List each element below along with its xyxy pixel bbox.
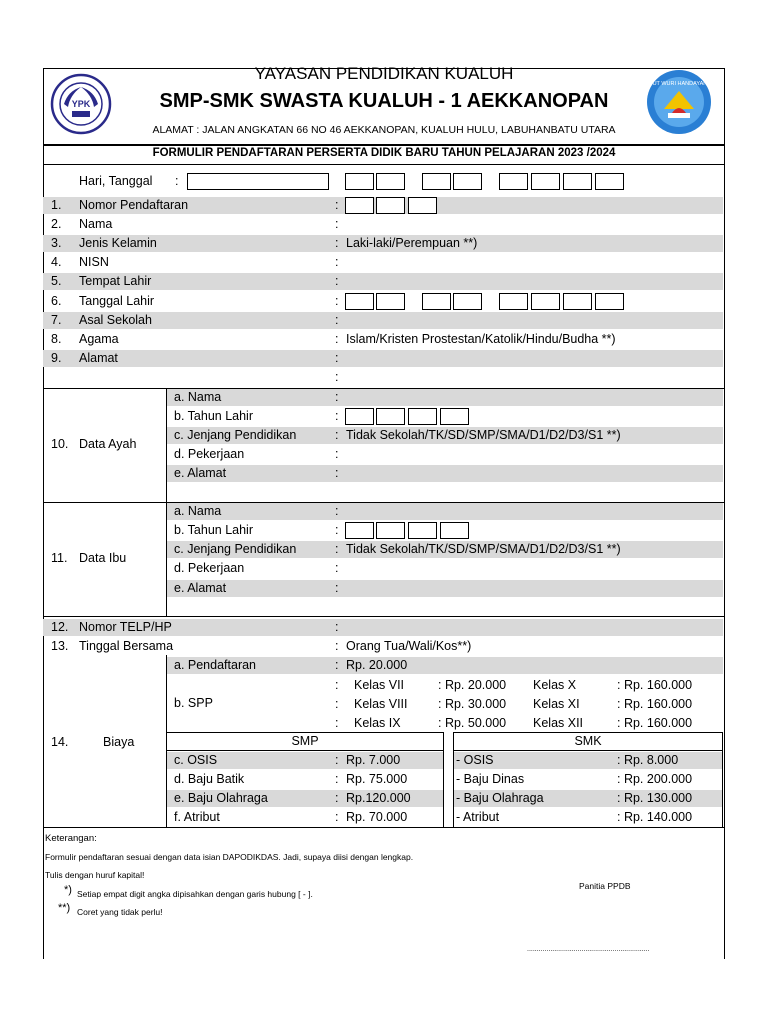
spp-smk-fee: : Rp. 160.000 <box>617 697 693 711</box>
spp-smk-class: Kelas XI <box>533 697 580 711</box>
field-label: Nomor Pendaftaran <box>79 198 189 212</box>
field-label: NISN <box>79 255 109 269</box>
mother-item-colon[interactable]: : <box>335 542 339 556</box>
registration-number-box[interactable] <box>376 197 405 214</box>
field-number: 5. <box>51 274 62 288</box>
smp-fee-label: f. Atribut <box>174 810 220 824</box>
date-digit-box[interactable] <box>595 173 624 190</box>
smp-fee-label: c. OSIS <box>174 753 218 767</box>
spp-smk-class: Kelas XII <box>533 716 584 730</box>
mother-row-bg <box>167 580 723 597</box>
school-name: SMP-SMK SWASTA KUALUH - 1 AEKKANOPAN <box>159 90 609 112</box>
note-star-1-mark: *) <box>64 884 72 896</box>
mother-item-label: a. Nama <box>174 504 222 518</box>
field-number: 9. <box>51 351 62 365</box>
mother-birth-year-box[interactable] <box>376 522 405 539</box>
field-colon[interactable]: : <box>335 217 339 231</box>
field-colon[interactable]: : <box>335 255 339 269</box>
smp-fee-value: Rp. 70.000 <box>346 810 408 824</box>
date-digit-box[interactable] <box>453 173 482 190</box>
field-colon[interactable]: : <box>335 294 339 308</box>
mother-item-colon[interactable]: : <box>335 504 339 518</box>
father-birth-year-box[interactable] <box>376 408 405 425</box>
mother-birth-year-box[interactable] <box>408 522 437 539</box>
mother-item-colon[interactable]: : <box>335 561 339 575</box>
smp-fee-colon: : <box>335 810 339 824</box>
date-digit-box[interactable] <box>345 173 374 190</box>
date-digit-box[interactable] <box>531 173 560 190</box>
father-item-colon[interactable]: : <box>335 447 339 461</box>
phone-number: 12. <box>51 620 69 634</box>
date-digit-box[interactable] <box>499 173 528 190</box>
spp-smp-fee: : Rp. 50.000 <box>438 716 507 730</box>
mother-item-colon[interactable]: : <box>335 581 339 595</box>
field-number: 7. <box>51 313 62 327</box>
father-item-label: d. Pekerjaan <box>174 447 245 461</box>
father-item-colon[interactable]: : <box>335 409 339 423</box>
spp-label: b. SPP <box>174 696 213 710</box>
registration-value: Rp. 20.000 <box>346 658 408 672</box>
field-number: 2. <box>51 217 62 231</box>
field-label: Tempat Lahir <box>79 274 152 288</box>
smk-fee-label: - Atribut <box>456 810 500 824</box>
father-item-colon[interactable]: : <box>335 428 339 442</box>
field-number: 6. <box>51 294 62 308</box>
smk-title-divider <box>453 750 723 751</box>
school-address: ALAMAT : JALAN ANGKATAN 66 NO 46 AEKKANOPAN, KUALUH HULU, LABUHANBATU UTARA <box>152 124 616 136</box>
registration-number-box[interactable] <box>408 197 437 214</box>
notes-line-2: Tulis dengan huruf kapital! <box>45 870 145 880</box>
father-item-label: b. Tahun Lahir <box>174 409 253 423</box>
field-number: 8. <box>51 332 62 346</box>
smk-fee-value: : Rp. 130.000 <box>617 791 693 805</box>
smk-fee-value: : Rp. 8.000 <box>617 753 679 767</box>
registration-number-box[interactable] <box>345 197 374 214</box>
live-with-value: Orang Tua/Wali/Kos**) <box>346 639 472 653</box>
father-title: Data Ayah <box>79 437 137 451</box>
birth-date-box[interactable] <box>499 293 528 310</box>
birth-date-box[interactable] <box>453 293 482 310</box>
cost-label: Biaya <box>103 735 135 749</box>
spp-smp-class: Kelas IX <box>354 716 401 730</box>
birth-date-box[interactable] <box>376 293 405 310</box>
field-number: 1. <box>51 198 62 212</box>
mother-birth-year-box[interactable] <box>345 522 374 539</box>
smp-fee-colon: : <box>335 791 339 805</box>
field-colon[interactable]: : <box>335 313 339 327</box>
field-label: Alamat <box>79 351 118 365</box>
date-colon: : <box>175 174 179 188</box>
birth-date-box[interactable] <box>531 293 560 310</box>
smp-fee-label: e. Baju Olahraga <box>174 791 268 805</box>
field-number: 3. <box>51 236 62 250</box>
mother-item-colon[interactable]: : <box>335 523 339 537</box>
section-divider <box>43 827 725 828</box>
smk-fee-label: - Baju Dinas <box>456 772 525 786</box>
cost-number: 14. <box>51 735 69 749</box>
field-colon[interactable]: : <box>335 351 339 365</box>
father-number: 10. <box>51 437 69 451</box>
birth-date-box[interactable] <box>563 293 592 310</box>
field-colon[interactable]: : <box>335 274 339 288</box>
birth-date-box[interactable] <box>345 293 374 310</box>
spp-smk-fee: : Rp. 160.000 <box>617 716 693 730</box>
smk-title: SMK <box>574 734 602 748</box>
header-divider <box>43 144 725 146</box>
father-item-colon[interactable]: : <box>335 466 339 480</box>
field-colon[interactable]: : <box>335 236 339 250</box>
father-birth-year-box[interactable] <box>440 408 469 425</box>
father-item-value[interactable]: Tidak Sekolah/TK/SD/SMP/SMA/D1/D2/D3/S1 **) <box>346 428 621 442</box>
date-label: Hari, Tanggal <box>79 174 153 188</box>
smk-row-bg <box>454 752 722 769</box>
spp-smp-class: Kelas VIII <box>354 697 408 711</box>
field-row-bg <box>43 350 723 367</box>
field-colon[interactable]: : <box>335 332 339 346</box>
live-with-colon: : <box>335 639 339 653</box>
live-with-number: 13. <box>51 639 69 653</box>
field-label: Jenis Kelamin <box>79 236 157 250</box>
father-row-bg <box>167 389 723 406</box>
signature-line[interactable]: ............................................................... <box>527 946 650 953</box>
field-value[interactable]: Laki-laki/Perempuan **) <box>346 236 478 250</box>
committee-label: Panitia PPDB <box>579 881 631 891</box>
address-continuation-colon: : <box>335 370 339 384</box>
spp-colon: : <box>335 716 339 730</box>
field-label: Asal Sekolah <box>79 313 152 327</box>
date-digit-box[interactable] <box>422 173 451 190</box>
father-item-label: c. Jenjang Pendidikan <box>174 428 297 442</box>
spp-colon: : <box>335 697 339 711</box>
field-label: Tanggal Lahir <box>79 294 155 308</box>
smp-fee-value: Rp.120.000 <box>346 791 411 805</box>
smk-fee-label: - Baju Olahraga <box>456 791 544 805</box>
field-colon[interactable]: : <box>335 198 339 212</box>
note-star-2: Coret yang tidak perlu! <box>77 907 163 917</box>
smp-fee-colon: : <box>335 772 339 786</box>
form-title: FORMULIR PENDAFTARAN PERSERTA DIDIK BARU TAHUN PELAJARAN 2023 /2024 <box>152 147 616 159</box>
smk-fee-label: - OSIS <box>456 753 494 767</box>
phone-label: Nomor TELP/HP <box>79 620 172 634</box>
registration-label: a. Pendaftaran <box>174 658 257 672</box>
registration-colon: : <box>335 658 339 672</box>
field-value[interactable]: Islam/Kristen Prostestan/Katolik/Hindu/Budha **) <box>346 332 616 346</box>
father-item-label: e. Alamat <box>174 466 227 480</box>
father-birth-year-box[interactable] <box>345 408 374 425</box>
birth-date-box[interactable] <box>422 293 451 310</box>
father-item-colon[interactable]: : <box>335 390 339 404</box>
spp-smp-fee: : Rp. 30.000 <box>438 697 507 711</box>
spp-smk-class: Kelas X <box>533 678 577 692</box>
mother-number: 11. <box>51 551 68 565</box>
smp-title: SMP <box>291 734 319 748</box>
birth-date-box[interactable] <box>595 293 624 310</box>
father-item-label: a. Nama <box>174 390 222 404</box>
mother-birth-year-box[interactable] <box>440 522 469 539</box>
mother-item-value[interactable]: Tidak Sekolah/TK/SD/SMP/SMA/D1/D2/D3/S1 **) <box>346 542 621 556</box>
notes-line-1: Formulir pendaftaran sesuai dengan data isian DAPODIKDAS. Jadi, supaya diisi dengan lengkap. <box>45 852 414 862</box>
spp-smp-fee: : Rp. 20.000 <box>438 678 507 692</box>
smp-fee-label: d. Baju Batik <box>174 772 245 786</box>
spp-colon: : <box>335 678 339 692</box>
field-label: Nama <box>79 217 113 231</box>
smp-fee-value: Rp. 75.000 <box>346 772 408 786</box>
notes-title: Keterangan: <box>45 833 97 844</box>
mother-row-bg <box>167 503 723 520</box>
mother-item-label: b. Tahun Lahir <box>174 523 253 537</box>
phone-colon[interactable]: : <box>335 620 339 634</box>
mother-item-label: e. Alamat <box>174 581 227 595</box>
smp-fee-value: Rp. 7.000 <box>346 753 401 767</box>
live-with-label: Tinggal Bersama <box>79 639 174 653</box>
smp-title-divider <box>166 750 444 751</box>
note-star-1: Setiap empat digit angka dipisahkan dengan garis hubung [ - ]. <box>77 889 313 899</box>
spp-smk-fee: : Rp. 160.000 <box>617 678 693 692</box>
date-digit-box[interactable] <box>376 173 405 190</box>
svg-text:TUT WURI HANDAYANI: TUT WURI HANDAYANI <box>649 81 709 87</box>
smk-fee-value: : Rp. 140.000 <box>617 810 693 824</box>
smp-fee-colon: : <box>335 753 339 767</box>
mother-item-label: c. Jenjang Pendidikan <box>174 542 297 556</box>
mother-item-label: d. Pekerjaan <box>174 561 245 575</box>
father-birth-year-box[interactable] <box>408 408 437 425</box>
field-number: 4. <box>51 255 62 269</box>
smk-fee-value: : Rp. 200.000 <box>617 772 693 786</box>
date-digit-box[interactable] <box>563 173 592 190</box>
title-divider <box>43 164 725 165</box>
section-divider <box>43 616 725 617</box>
svg-text:YPK: YPK <box>71 99 91 109</box>
note-star-2-mark: **) <box>58 902 71 914</box>
father-row-bg <box>167 465 723 482</box>
field-label: Agama <box>79 332 119 346</box>
spp-smp-class: Kelas VII <box>354 678 405 692</box>
day-input[interactable] <box>187 173 329 190</box>
mother-title: Data Ibu <box>79 551 127 565</box>
foundation-name: YAYASAN PENDIDIKAN KUALUH <box>254 64 514 83</box>
